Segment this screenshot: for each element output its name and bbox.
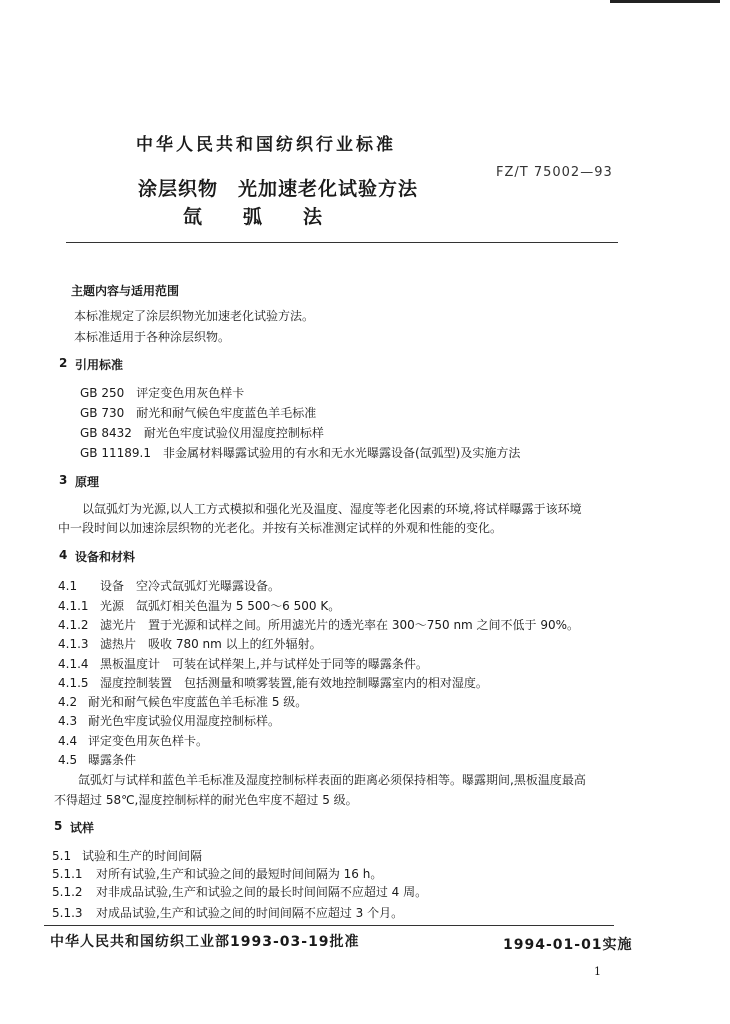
section-2-number: 2 xyxy=(59,356,68,370)
clause-text: 滤热片 吸收 780 nm 以上的红外辐射。 xyxy=(100,637,322,651)
implementation-date: 1994-01-01实施 xyxy=(503,937,633,953)
clause-number: 4.1.2 xyxy=(58,618,89,632)
clause-text: 曝露条件 xyxy=(88,753,137,767)
reference-item: GB 11189.1 非金属材料曝露试验用的有水和无水光曝露设备(氙弧型)及实施方法 xyxy=(80,446,521,460)
clause-text: 对非成品试验,生产和试验之间的最长时间间隔不应超过 4 周。 xyxy=(96,885,428,899)
clause-text: 滤光片 置于光源和试样之间。所用滤光片的透光率在 300～750 nm 之间不低于 90%。 xyxy=(100,618,580,632)
scan-corner-mark xyxy=(610,0,720,3)
document-title: 涂层织物 光加速老化试验方法 xyxy=(138,178,419,200)
section-5-number: 5 xyxy=(54,819,63,833)
clause-text: 对所有试验,生产和试验之间的最短时间间隔为 16 h。 xyxy=(96,867,383,881)
reference-item: GB 730 耐光和耐气候色牢度蓝色羊毛标准 xyxy=(80,406,317,420)
clause-text: 对成品试验,生产和试验之间的时间间隔不应超过 3 个月。 xyxy=(96,906,404,920)
clause-text: 评定变色用灰色样卡。 xyxy=(88,734,209,748)
clause-text: 耐光色牢度试验仪用湿度控制标样。 xyxy=(88,714,281,728)
section-3-heading: 原理 xyxy=(75,475,100,489)
section-4-number: 4 xyxy=(59,548,68,562)
section-4-heading: 设备和材料 xyxy=(75,550,136,564)
clause-text: 试验和生产的时间间隔 xyxy=(82,849,203,863)
clause-number: 4.4 xyxy=(58,734,78,748)
issuing-body-header: 中华人民共和国纺织行业标准 xyxy=(136,135,396,155)
clause-number: 4.1.5 xyxy=(58,676,89,690)
clause-number: 4.3 xyxy=(58,714,78,728)
clause-number: 5.1.3 xyxy=(52,906,83,920)
clause-number: 4.1 xyxy=(58,579,78,593)
section-1-heading: 主题内容与适用范围 xyxy=(71,284,180,298)
clause-number: 4.2 xyxy=(58,695,78,709)
principle-line: 以氙弧灯为光源,以人工方式模拟和强化光及温度、湿度等老化因素的环境,将试样曝露于该环境 xyxy=(82,502,582,516)
section-5-heading: 试样 xyxy=(70,821,95,835)
clause-text: 耐光和耐气候色牢度蓝色羊毛标准 5 级。 xyxy=(88,695,308,709)
standard-code: FZ/T 75002—93 xyxy=(496,165,613,180)
reference-item: GB 8432 耐光色牢度试验仪用湿度控制标样 xyxy=(80,426,324,440)
document-subtitle: 氙 弧 法 xyxy=(183,206,324,228)
clause-number: 4.1.3 xyxy=(58,637,89,651)
title-rule xyxy=(66,242,618,243)
clause-number: 4.5 xyxy=(58,753,78,767)
exposure-paragraph-line: 不得超过 58℃,湿度控制标样的耐光色牢度不超过 5 级。 xyxy=(54,793,358,807)
clause-number: 4.1.1 xyxy=(58,599,89,613)
exposure-paragraph-line: 氙弧灯与试样和蓝色羊毛标准及湿度控制标样表面的距离必须保持相等。曝露期间,黑板温度最高 xyxy=(78,773,586,787)
section-1-line: 本标准适用于各种涂层织物。 xyxy=(74,330,231,344)
section-1-line: 本标准规定了涂层织物光加速老化试验方法。 xyxy=(74,309,315,323)
clause-number: 5.1.1 xyxy=(52,867,83,881)
section-3-number: 3 xyxy=(59,473,68,487)
principle-line: 中一段时间以加速涂层织物的光老化。并按有关标准测定试样的外观和性能的变化。 xyxy=(58,521,503,535)
approval-line: 中华人民共和国纺织工业部1993-03-19批准 xyxy=(50,934,360,950)
clause-text: 光源 氙弧灯相关色温为 5 500～6 500 K。 xyxy=(100,599,341,613)
footer-rule xyxy=(44,925,614,926)
reference-item: GB 250 评定变色用灰色样卡 xyxy=(80,386,245,400)
clause-number: 5.1 xyxy=(52,849,72,863)
clause-number: 5.1.2 xyxy=(52,885,83,899)
clause-text: 黑板温度计 可装在试样架上,并与试样处于同等的曝露条件。 xyxy=(100,657,428,671)
clause-text: 设备 空冷式氙弧灯光曝露设备。 xyxy=(100,579,281,593)
clause-number: 4.1.4 xyxy=(58,657,89,671)
clause-text: 湿度控制装置 包括测量和喷雾装置,能有效地控制曝露室内的相对湿度。 xyxy=(100,676,488,690)
page-number: 1 xyxy=(594,965,601,978)
section-2-heading: 引用标准 xyxy=(75,358,124,372)
